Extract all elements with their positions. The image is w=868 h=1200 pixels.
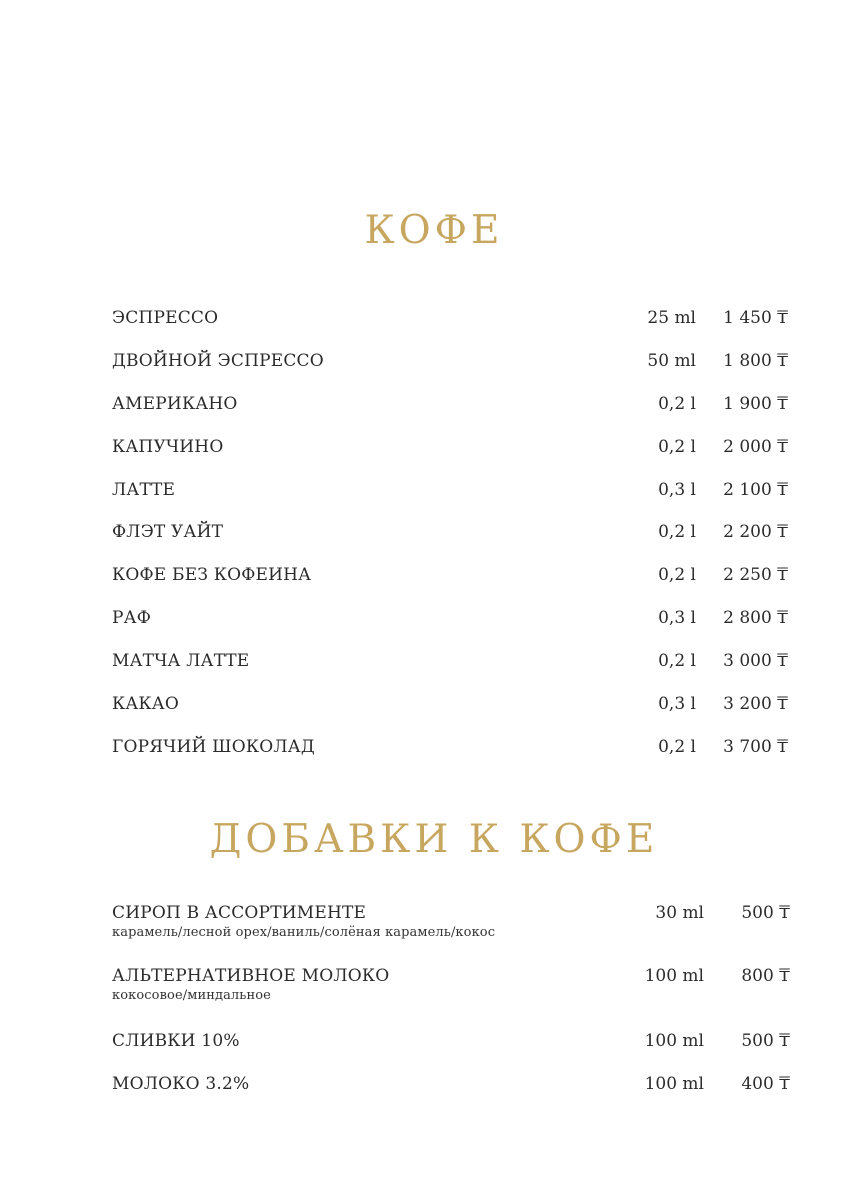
item-name: ГОРЯЧИЙ ШОКОЛАД (112, 737, 315, 757)
item-volume: 25 ml (647, 308, 696, 328)
item-volume: 0,2 l (658, 522, 696, 542)
menu-item-hot-chocolate (112, 736, 788, 758)
item-volume: 100 ml (644, 966, 704, 986)
item-volume: 0,3 l (658, 608, 696, 628)
item-name: РАФ (112, 608, 152, 628)
menu-item-americano (112, 393, 788, 415)
item-description: кокосовое/миндальное (112, 988, 271, 1003)
item-name: МОЛОКО 3.2% (112, 1074, 250, 1094)
item-price: 800 ₸ (741, 966, 790, 986)
addon-item-cream (112, 1030, 790, 1052)
item-name: КАКАО (112, 694, 179, 714)
item-volume: 0,2 l (658, 394, 696, 414)
item-price: 500 ₸ (741, 1031, 790, 1051)
item-price: 3 200 ₸ (723, 694, 788, 714)
addon-item-milk (112, 1073, 790, 1095)
menu-item-latte (112, 479, 788, 501)
menu-item-decaf (112, 564, 788, 586)
item-name: СИРОП В АССОРТИМЕНТЕ (112, 903, 367, 923)
addon-item-alternative-milk (112, 965, 790, 1003)
addon-item-syrup (112, 902, 790, 940)
item-volume: 0,3 l (658, 694, 696, 714)
menu-item-raf (112, 607, 788, 629)
addons-section-title: ДОБАВКИ К КОФЕ (209, 817, 659, 862)
item-price: 2 250 ₸ (723, 565, 788, 585)
item-price: 1 800 ₸ (723, 351, 788, 371)
item-name: МАТЧА ЛАТТЕ (112, 651, 250, 671)
item-volume: 100 ml (644, 1031, 704, 1051)
menu-item-matcha-latte (112, 650, 788, 672)
menu-item-cocoa (112, 693, 788, 715)
item-volume: 0,2 l (658, 737, 696, 757)
item-name: КОФЕ БЕЗ КОФЕИНА (112, 565, 312, 585)
item-price: 500 ₸ (741, 903, 790, 923)
item-volume: 0,2 l (658, 651, 696, 671)
menu-item-espresso (112, 307, 788, 329)
item-description: карамель/лесной орех/ваниль/солёная карамель/кокос (112, 925, 496, 940)
item-volume: 0,3 l (658, 480, 696, 500)
item-volume: 100 ml (644, 1074, 704, 1094)
item-name: СЛИВКИ 10% (112, 1031, 240, 1051)
item-name: АМЕРИКАНО (112, 394, 238, 414)
item-name: ДВОЙНОЙ ЭСПРЕССО (112, 351, 324, 371)
item-price: 1 450 ₸ (723, 308, 788, 328)
menu-item-cappuccino (112, 436, 788, 458)
item-price: 400 ₸ (741, 1074, 790, 1094)
item-price: 3 000 ₸ (723, 651, 788, 671)
item-price: 2 800 ₸ (723, 608, 788, 628)
coffee-section-title: КОФЕ (364, 208, 504, 253)
item-price: 1 900 ₸ (723, 394, 788, 414)
item-volume: 0,2 l (658, 437, 696, 457)
item-name: ФЛЭТ УАЙТ (112, 522, 224, 542)
item-volume: 50 ml (647, 351, 696, 371)
menu-item-double-espresso (112, 350, 788, 372)
item-name: АЛЬТЕРНАТИВНОЕ МОЛОКО (112, 966, 390, 986)
item-price: 2 100 ₸ (723, 480, 788, 500)
item-name: ЛАТТЕ (112, 480, 176, 500)
item-price: 2 000 ₸ (723, 437, 788, 457)
item-volume: 30 ml (655, 903, 704, 923)
menu-item-flat-white (112, 521, 788, 543)
item-name: ЭСПРЕССО (112, 308, 219, 328)
item-volume: 0,2 l (658, 565, 696, 585)
item-price: 3 700 ₸ (723, 737, 788, 757)
item-name: КАПУЧИНО (112, 437, 224, 457)
item-price: 2 200 ₸ (723, 522, 788, 542)
